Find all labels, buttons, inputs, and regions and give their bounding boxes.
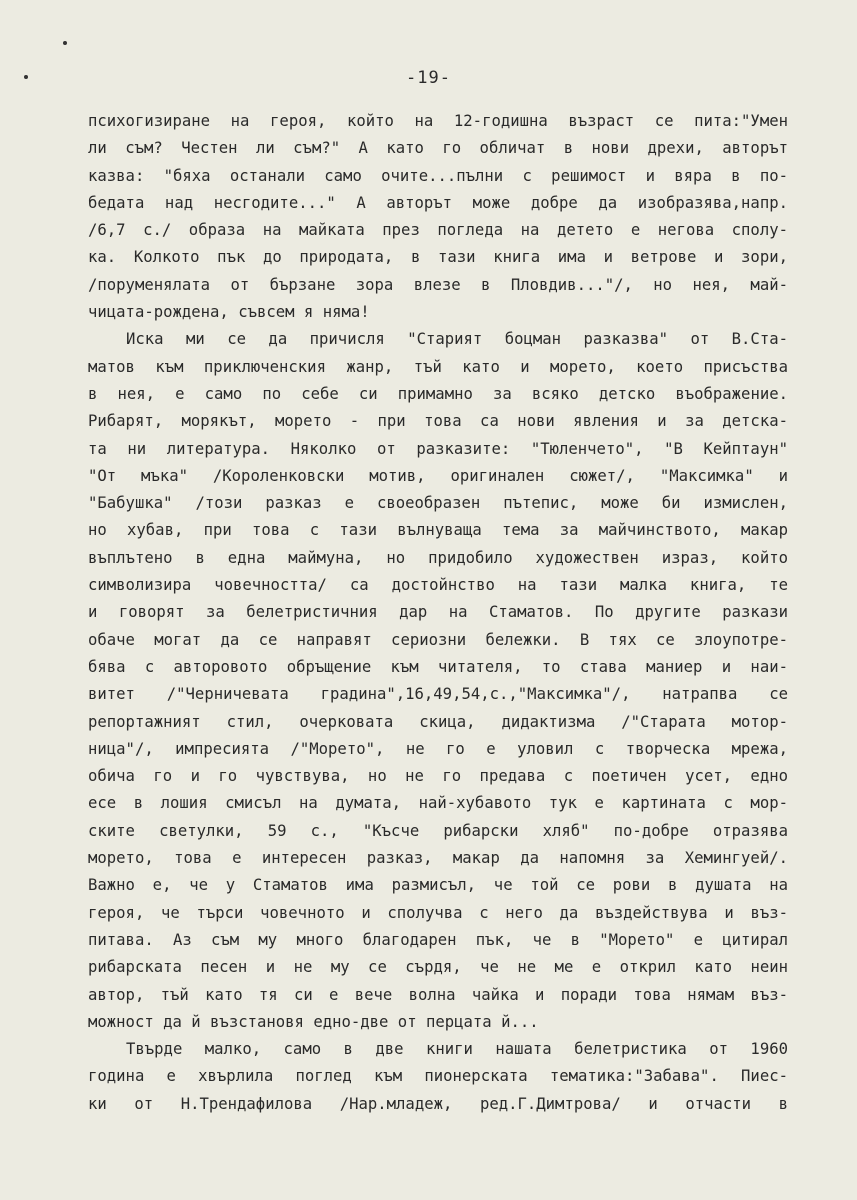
text-line: в нея, е само по себе си примамно за всяко детско въображение.: [88, 384, 788, 403]
text-line: ка. Колкото пък до природата, в тази книга има и ветрове и зори,: [88, 248, 788, 267]
text-line: въплътено в една маймуна, но придобило художествен израз, който: [88, 548, 788, 567]
text-line: рибарската песен и не му се сърдя, че не ме е открил като неин: [88, 958, 788, 977]
text-line: /6,7 с./ образа на майката през погледа на детето е негова сполу-: [88, 221, 788, 240]
text-line: казва: "бяха останали само очите...пълни с решимост и вяра в по-: [88, 166, 788, 185]
text-line: автор, тъй като тя си е вече волна чайка и поради това нямам въз-: [88, 985, 788, 1004]
page-number: -19-: [406, 68, 451, 88]
text-line: витет /"Черничевата градина",16,49,54,с.,"Максимка"/, натрапва се: [88, 685, 788, 704]
text-line: символизира човечността/ са достойнство на тази малка книга, те: [88, 576, 788, 595]
punch-hole-mark: [63, 41, 67, 45]
text-line: ли съм? Честен ли съм?" А като го обличат в нови дрехи, авторът: [88, 139, 788, 158]
text-line: матов към приключенския жанр, тъй като и морето, което присъства: [88, 357, 788, 376]
text-line: /поруменялата от бързане зора влезе в Пловдив..."/, но нея, май-: [88, 275, 788, 294]
text-line: Твърде малко, само в две книги нашата белетристика от 1960: [126, 1040, 788, 1059]
text-line: Важно е, че у Стаматов има размисъл, че той се рови в душата на: [88, 876, 788, 895]
text-line: "Бабушка" /този разказ е своеобразен пътепис, може би измислен,: [88, 494, 788, 513]
text-line: но хубав, при това с тази вълнуваща тема за майчинството, макар: [88, 521, 788, 540]
text-line: можност да й възстановя едно-две от перцата й...: [88, 1012, 539, 1031]
text-line: бедата над несгодите..." А авторът може добре да изобразява,напр.: [88, 193, 788, 212]
text-line: Иска ми се да причисля "Старият боцман разказва" от В.Ста-: [126, 330, 788, 349]
text-line: година е хвърлила поглед към пионерската тематика:"Забава". Пиес-: [88, 1067, 788, 1086]
text-line: психогизиране на героя, който на 12-годишна възраст се пита:"Умен: [88, 112, 788, 130]
text-line: Рибарят, морякът, морето - при това са нови явления и за детска-: [88, 412, 788, 431]
text-line: чицата-рождена, съвсем я няма!: [88, 303, 370, 322]
text-line: обича го и го чувствува, но не го предава с поетичен усет, едно: [88, 767, 788, 786]
text-line: ница"/, импресията /"Морето", не го е уловил с творческа мрежа,: [88, 739, 788, 758]
text-line: репортажният стил, очерковата скица, дидактизма /"Старата мотор-: [88, 712, 788, 731]
text-line: обаче могат да се направят сериозни бележки. В тях се злоупотре-: [88, 630, 788, 649]
text-line: и говорят за белетристичния дар на Стаматов. По другите разкази: [88, 603, 788, 622]
text-line: "От мъка" /Короленковски мотив, оригинален сюжет/, "Максимка" и: [88, 466, 788, 485]
text-line: та ни литература. Няколко от разказите: "Тюленчето", "В Кейптаун": [88, 439, 788, 458]
text-line: бява с авторовото обръщение към читателя, то става маниер и наи-: [88, 657, 788, 676]
text-line: есе в лошия смисъл на думата, най-хубавото тук е картината с мор-: [88, 794, 788, 813]
text-line: ки от Н.Трендафилова /Нар.младеж, ред.Г.Димтрова/ и отчасти в: [88, 1094, 788, 1113]
text-line: героя, че търси човечното и сполучва с него да въздействува и въз-: [88, 903, 788, 922]
body-text: [88, 108, 788, 1118]
text-line: морето, това е интересен разказ, макар да напомня за Хемингуей/.: [88, 849, 788, 868]
text-line: ските светулки, 59 с., "Късче рибарски хляб" по-добре отразява: [88, 821, 788, 840]
text-line: питава. Аз съм му много благодарен пък, че в "Морето" е цитирал: [88, 930, 788, 949]
